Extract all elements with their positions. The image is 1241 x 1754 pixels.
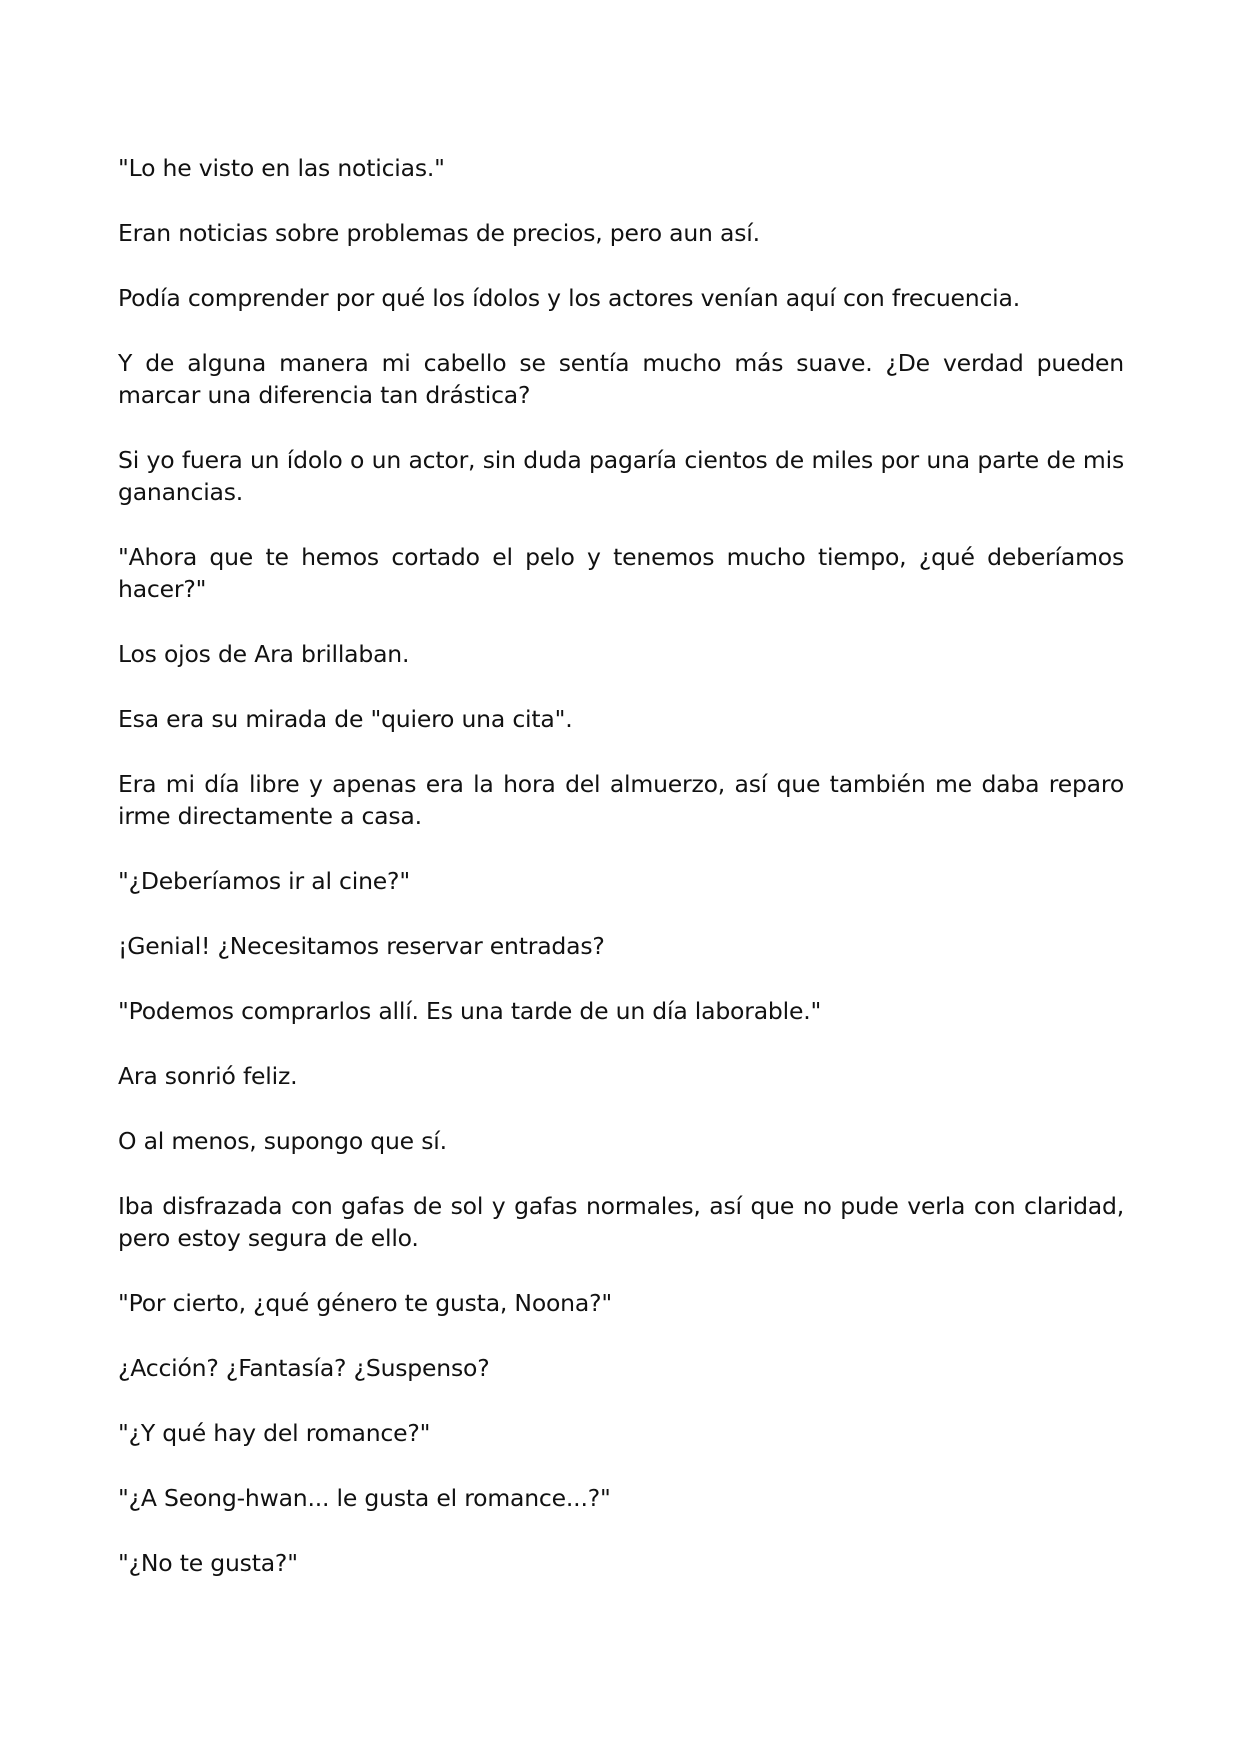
paragraph: "Lo he visto en las noticias." xyxy=(118,154,445,182)
paragraph: Y de alguna manera mi cabello se sentía mucho más suave. ¿De verdad pueden marcar una diferencia tan drástica? xyxy=(118,349,1124,409)
paragraph: "¿Y qué hay del romance?" xyxy=(118,1419,431,1447)
document-body xyxy=(118,152,1124,1612)
paragraph: ¡Genial! ¿Necesitamos reservar entradas? xyxy=(118,932,605,960)
paragraph: O al menos, supongo que sí. xyxy=(118,1127,447,1155)
paragraph: Era mi día libre y apenas era la hora del almuerzo, así que también me daba reparo irme directamente a casa. xyxy=(118,770,1124,830)
paragraph: Iba disfrazada con gafas de sol y gafas normales, así que no pude verla con claridad, pero estoy segura de ello. xyxy=(118,1192,1124,1252)
paragraph: Ara sonrió feliz. xyxy=(118,1062,298,1090)
paragraph: "¿Deberíamos ir al cine?" xyxy=(118,867,410,895)
paragraph: Esa era su mirada de "quiero una cita". xyxy=(118,705,573,733)
paragraph: Podía comprender por qué los ídolos y los actores venían aquí con frecuencia. xyxy=(118,284,1020,312)
paragraph: Los ojos de Ara brillaban. xyxy=(118,640,410,668)
paragraph: "Por cierto, ¿qué género te gusta, Noona?" xyxy=(118,1289,612,1317)
paragraph: "¿A Seong-hwan... le gusta el romance...?" xyxy=(118,1484,611,1512)
paragraph: "Podemos comprarlos allí. Es una tarde de un día laborable." xyxy=(118,997,822,1025)
paragraph: Si yo fuera un ídolo o un actor, sin duda pagaría cientos de miles por una parte de mis ganancias. xyxy=(118,446,1124,506)
paragraph: ¿Acción? ¿Fantasía? ¿Suspenso? xyxy=(118,1354,490,1382)
paragraph: "¿No te gusta?" xyxy=(118,1549,298,1577)
paragraph: "Ahora que te hemos cortado el pelo y tenemos mucho tiempo, ¿qué deberíamos hacer?" xyxy=(118,543,1124,603)
paragraph: Eran noticias sobre problemas de precios, pero aun así. xyxy=(118,219,760,247)
